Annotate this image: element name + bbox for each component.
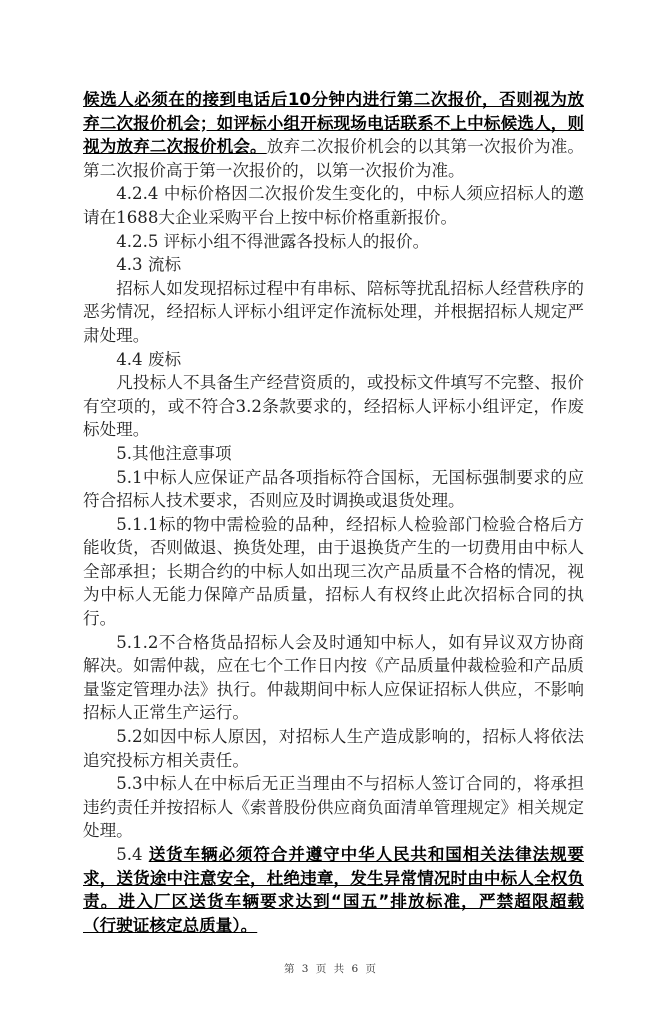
paragraph-5-3: 5.3中标人在中标后无正当理由不与招标人签订合同的，将承担违约责任并按招标人《索普股份供应商负面清单管理规定》相关规定处理。: [83, 774, 584, 841]
paragraph-5-2: 5.2如因中标人原因，对招标人生产造成影响的，招标人将依法追究投标方相关责任。: [83, 727, 584, 770]
page-number-footer: 第 3 页 共 6 页: [283, 963, 379, 976]
paragraph-4-4: 凡投标人不具备生产经营资质的，或投标文件填写不完整、报价有空项的，或不符合3.2条款要求的，经招标人评标小组评定，作废标处理。: [83, 373, 584, 440]
document-body: [83, 88, 584, 937]
heading-4-3: 4.3 流标: [116, 255, 182, 275]
paragraph-5-1-1: 5.1.1标的物中需检验的品种，经招标人检验部门检验合格后方能收货，否则做退、换货处理，由于退换货产生的一切费用由中标人全部承担；长期合约的中标人如出现三次产品质量不合格的情况，视为中标人无能力保障产品质量，招标人有权终止此次招标合同的执行。: [83, 514, 584, 629]
paragraph-5-1: 5.1中标人应保证产品各项指标符合国标，无国标强制要求的应符合招标人技术要求，否则应及时调换或退货处理。: [83, 467, 584, 511]
section-number: 5.4: [116, 845, 149, 864]
paragraph-second-quote: [83, 88, 584, 182]
paragraph-5-4: [83, 843, 584, 937]
paragraph-5-1-2: 5.1.2不合格货品招标人会及时通知中标人，如有异议双方协商解决。如需仲裁，应在七个工作日内按《产品质量仲裁检验和产品质量鉴定管理办法》执行。仲裁期间中标人应保证招标人供应，不影响招标人正常生产运行。: [83, 632, 584, 723]
heading-5: 5.其他注意事项: [116, 443, 232, 463]
paragraph-4-3: 招标人如发现招标过程中有串标、陪标等扰乱招标人经营秩序的恶劣情况，经招标人评标小组评定作流标处理，并根据招标人规定严肃处理。: [83, 278, 584, 345]
heading-4-4: 4.4 废标: [116, 349, 182, 369]
body-text: 放弃二次报价机会的以其第一次报价为准。第二次报价高于第一次报价的，以第一次报价为准。: [83, 137, 585, 180]
emphasis-text: 送货车辆必须符合并遵守中华人民共和国相关法律法规要求，送货途中注意安全，杜绝违章，发生异常情况时由中标人全权负责。进入厂区送货车辆要求达到“国五”排放标准，严禁超限超载（行驶证核定总质量）。: [83, 845, 585, 935]
emphasis-text: 候选人必须在的接到电话后10分钟内进行第二次报价，否则视为放弃二次报价机会；如评标小组开标现场电话联系不上中标候选人，则视为放弃二次报价机会。: [83, 90, 584, 157]
paragraph-4-2-4: 4.2.4 中标价格因二次报价发生变化的，中标人须应招标人的邀请在1688大企业采购平台上按中标价格重新报价。: [83, 184, 584, 227]
paragraph-4-2-5: 4.2.5 评标小组不得泄露各投标人的报价。: [116, 231, 430, 251]
